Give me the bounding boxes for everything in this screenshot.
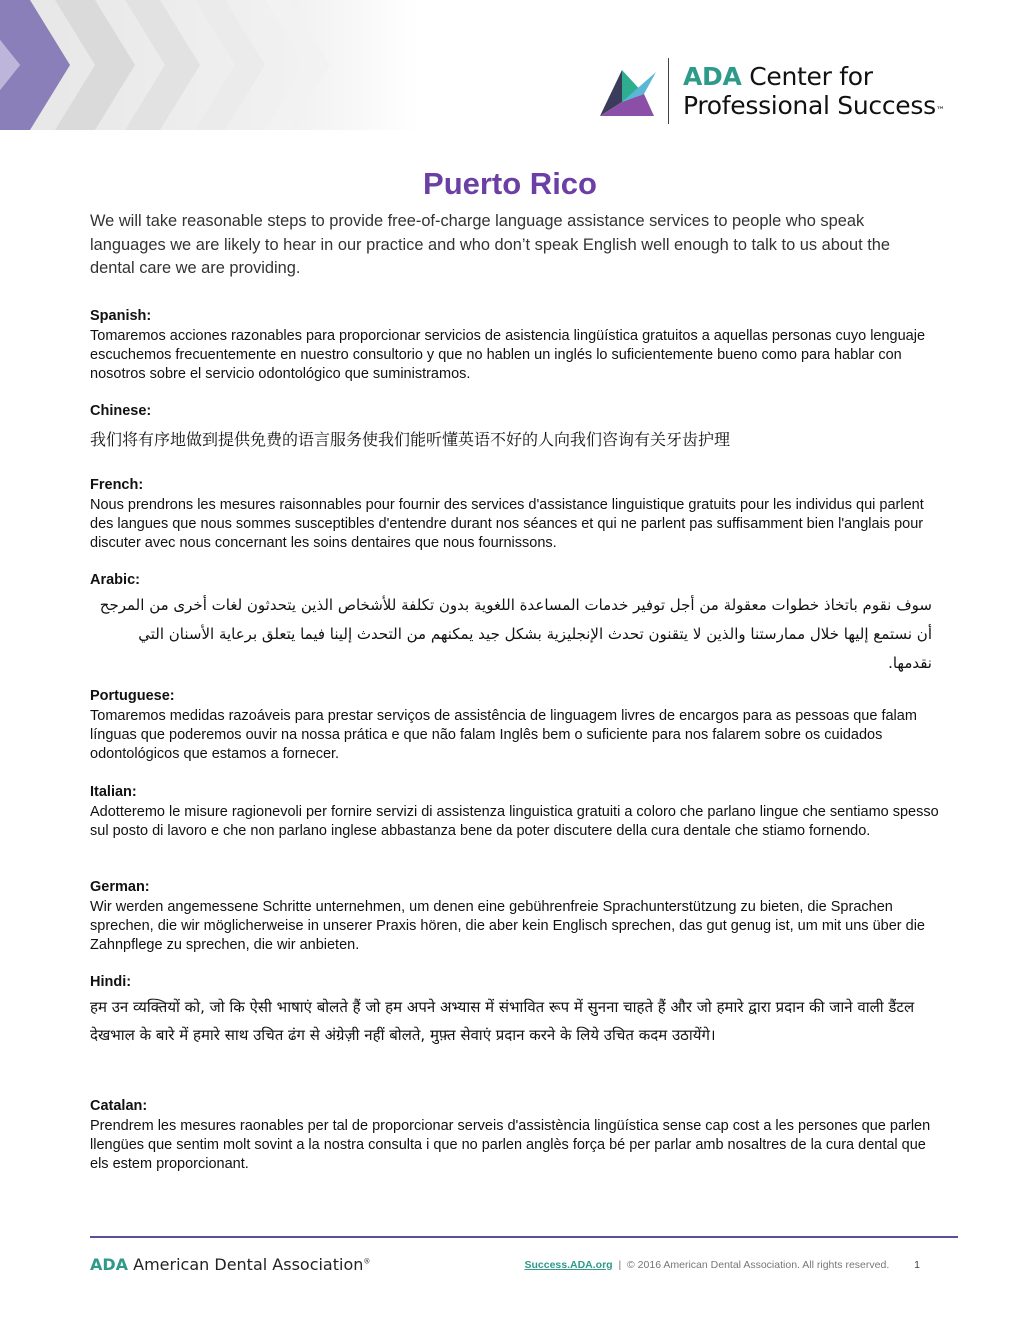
footer-info bbox=[524, 1259, 920, 1271]
section-body-french: Nous prendrons les mesures raisonnables pour fournir des services d'assistance linguistique gratuits pour les individus qui parlent des langues que nous sommes susceptibles d'entendre durant nos séances et qui ne parlent pas suffisamment bien l'anglais pour discuter avec nous concernant les soins dentaires que nous fournissons. bbox=[90, 497, 924, 552]
footer-separator: | bbox=[618, 1259, 622, 1271]
logo-trademark: ™ bbox=[935, 106, 945, 116]
intro-paragraph: We will take reasonable steps to provide free-of-charge language assistance services to people who speak languages we are likely to hear in our practice and who don’t speak English well enough to talk to us about the dental care we are providing. bbox=[90, 212, 891, 277]
logo-line2: Professional Success bbox=[683, 91, 936, 120]
section-heading-italian: Italian: bbox=[90, 784, 137, 800]
section-heading-french: French: bbox=[90, 477, 144, 493]
footer-logo-name: American Dental Association bbox=[133, 1255, 364, 1274]
ada-cps-logo bbox=[598, 58, 978, 128]
triangle-logo-icon bbox=[598, 64, 658, 118]
section-body-hindi: हम उन व्यक्तियों को, जो कि ऐसी भाषाएं बोलते हैं जो हम अपने अभ्यास में संभावित रूप में सुनना चाहते हैं और जो हमारे द्वारा प्रदान की जाने वाली डैंटल देखभाल के बारे में हमारे साथ उचित ढंग से अंग्रेज़ी नहीं बोलते, मुफ़्त सेवाएं प्रदान करने के लिये उचित कदम उठायेंगे। bbox=[90, 998, 915, 1044]
footer-rule bbox=[90, 1236, 958, 1238]
logo-ada: ADA bbox=[683, 62, 742, 91]
page-title: Puerto Rico bbox=[423, 166, 597, 201]
chevron-band-decoration bbox=[0, 0, 420, 130]
logo-wordmark bbox=[683, 62, 945, 120]
section-body-chinese: 我们将有序地做到提供免费的语言服务使我们能听懂英语不好的人向我们咨询有关牙齿护理 bbox=[90, 430, 731, 449]
footer-copyright: © 2016 American Dental Association. All rights reserved. bbox=[627, 1259, 890, 1271]
section-body-catalan: Prendrem les mesures raonables per tal de proporcionar serveis d'assistència lingüística sense cap cost a les persones que parlen llengües que sentim molt sovint a la nostra consulta i que no parlen anglès força bé per parlar amb nosaltres de la cura dental que els estem proporcionant. bbox=[90, 1118, 931, 1173]
section-heading-arabic: Arabic: bbox=[90, 572, 140, 588]
footer-logo-ada: ADA bbox=[90, 1255, 129, 1274]
section-body-german: Wir werden angemessene Schritte unternehmen, um denen eine gebührenfreie Sprachunterstützung zu bieten, die Sprachen sprechen, die wir möglicherweise in unserer Praxis hören, die aber kein Englisch sprechen, das gut genug ist, um mit uns über die Zahnpflege zu sprechen, die wir anbieten. bbox=[90, 899, 925, 954]
section-heading-hindi: Hindi: bbox=[90, 974, 132, 990]
section-body-italian: Adotteremo le misure ragionevoli per fornire servizi di assistenza linguistica gratuiti a coloro che parlano lingue che sentiamo spesso sul posto di lavoro e che non parlano inglese abbastanza bene da poter discutere della cura dentale che stiamo fornendo. bbox=[90, 804, 939, 840]
logo-divider bbox=[668, 58, 669, 124]
footer-logo-registered: ® bbox=[363, 1257, 371, 1266]
section-heading-portuguese: Portuguese: bbox=[90, 688, 175, 704]
page-number: 1 bbox=[914, 1259, 920, 1271]
section-body-spanish: Tomaremos acciones razonables para proporcionar servicios de asistencia lingüística gratuitos a aquellas personas cuyo lenguaje escuchemos frecuentemente en nuestro consultorio y que no hablen un inglés lo suficientemente bueno como para hablar con nosotros sobre el servicio odontológico que suministramos. bbox=[90, 328, 926, 383]
section-heading-german: German: bbox=[90, 879, 150, 895]
section-heading-spanish: Spanish: bbox=[90, 308, 152, 324]
section-heading-catalan: Catalan: bbox=[90, 1098, 148, 1114]
section-body-portuguese: Tomaremos medidas razoáveis para prestar serviços de assistência de linguagem livres de encargos para as pessoas que falam línguas que poderemos ouvir na nossa prática e que não falam Inglês bem o suficiente para nos falarem sobre os cuidados odontológicos que estamos a fornecer. bbox=[90, 708, 917, 763]
section-heading-chinese: Chinese: bbox=[90, 403, 152, 419]
logo-line1: Center for bbox=[741, 62, 873, 91]
section-body-arabic: سوف نقوم باتخاذ خطوات معقولة من أجل توفير خدمات المساعدة اللغوية بدون تكلفة للأشخاص الذين يتحدثون لغات أخرى من المرجح أن نستمع إليها خلال ممارستنا والذين لا يتقنون تحدث الإنجليزية بشكل جيد يمكنهم من التحدث إلينا فيما يتعلق برعاية الأسنان التي نقدمها. bbox=[99, 596, 932, 672]
footer-ada-logo bbox=[90, 1255, 370, 1274]
footer-link[interactable]: Success.ADA.org bbox=[524, 1259, 613, 1271]
